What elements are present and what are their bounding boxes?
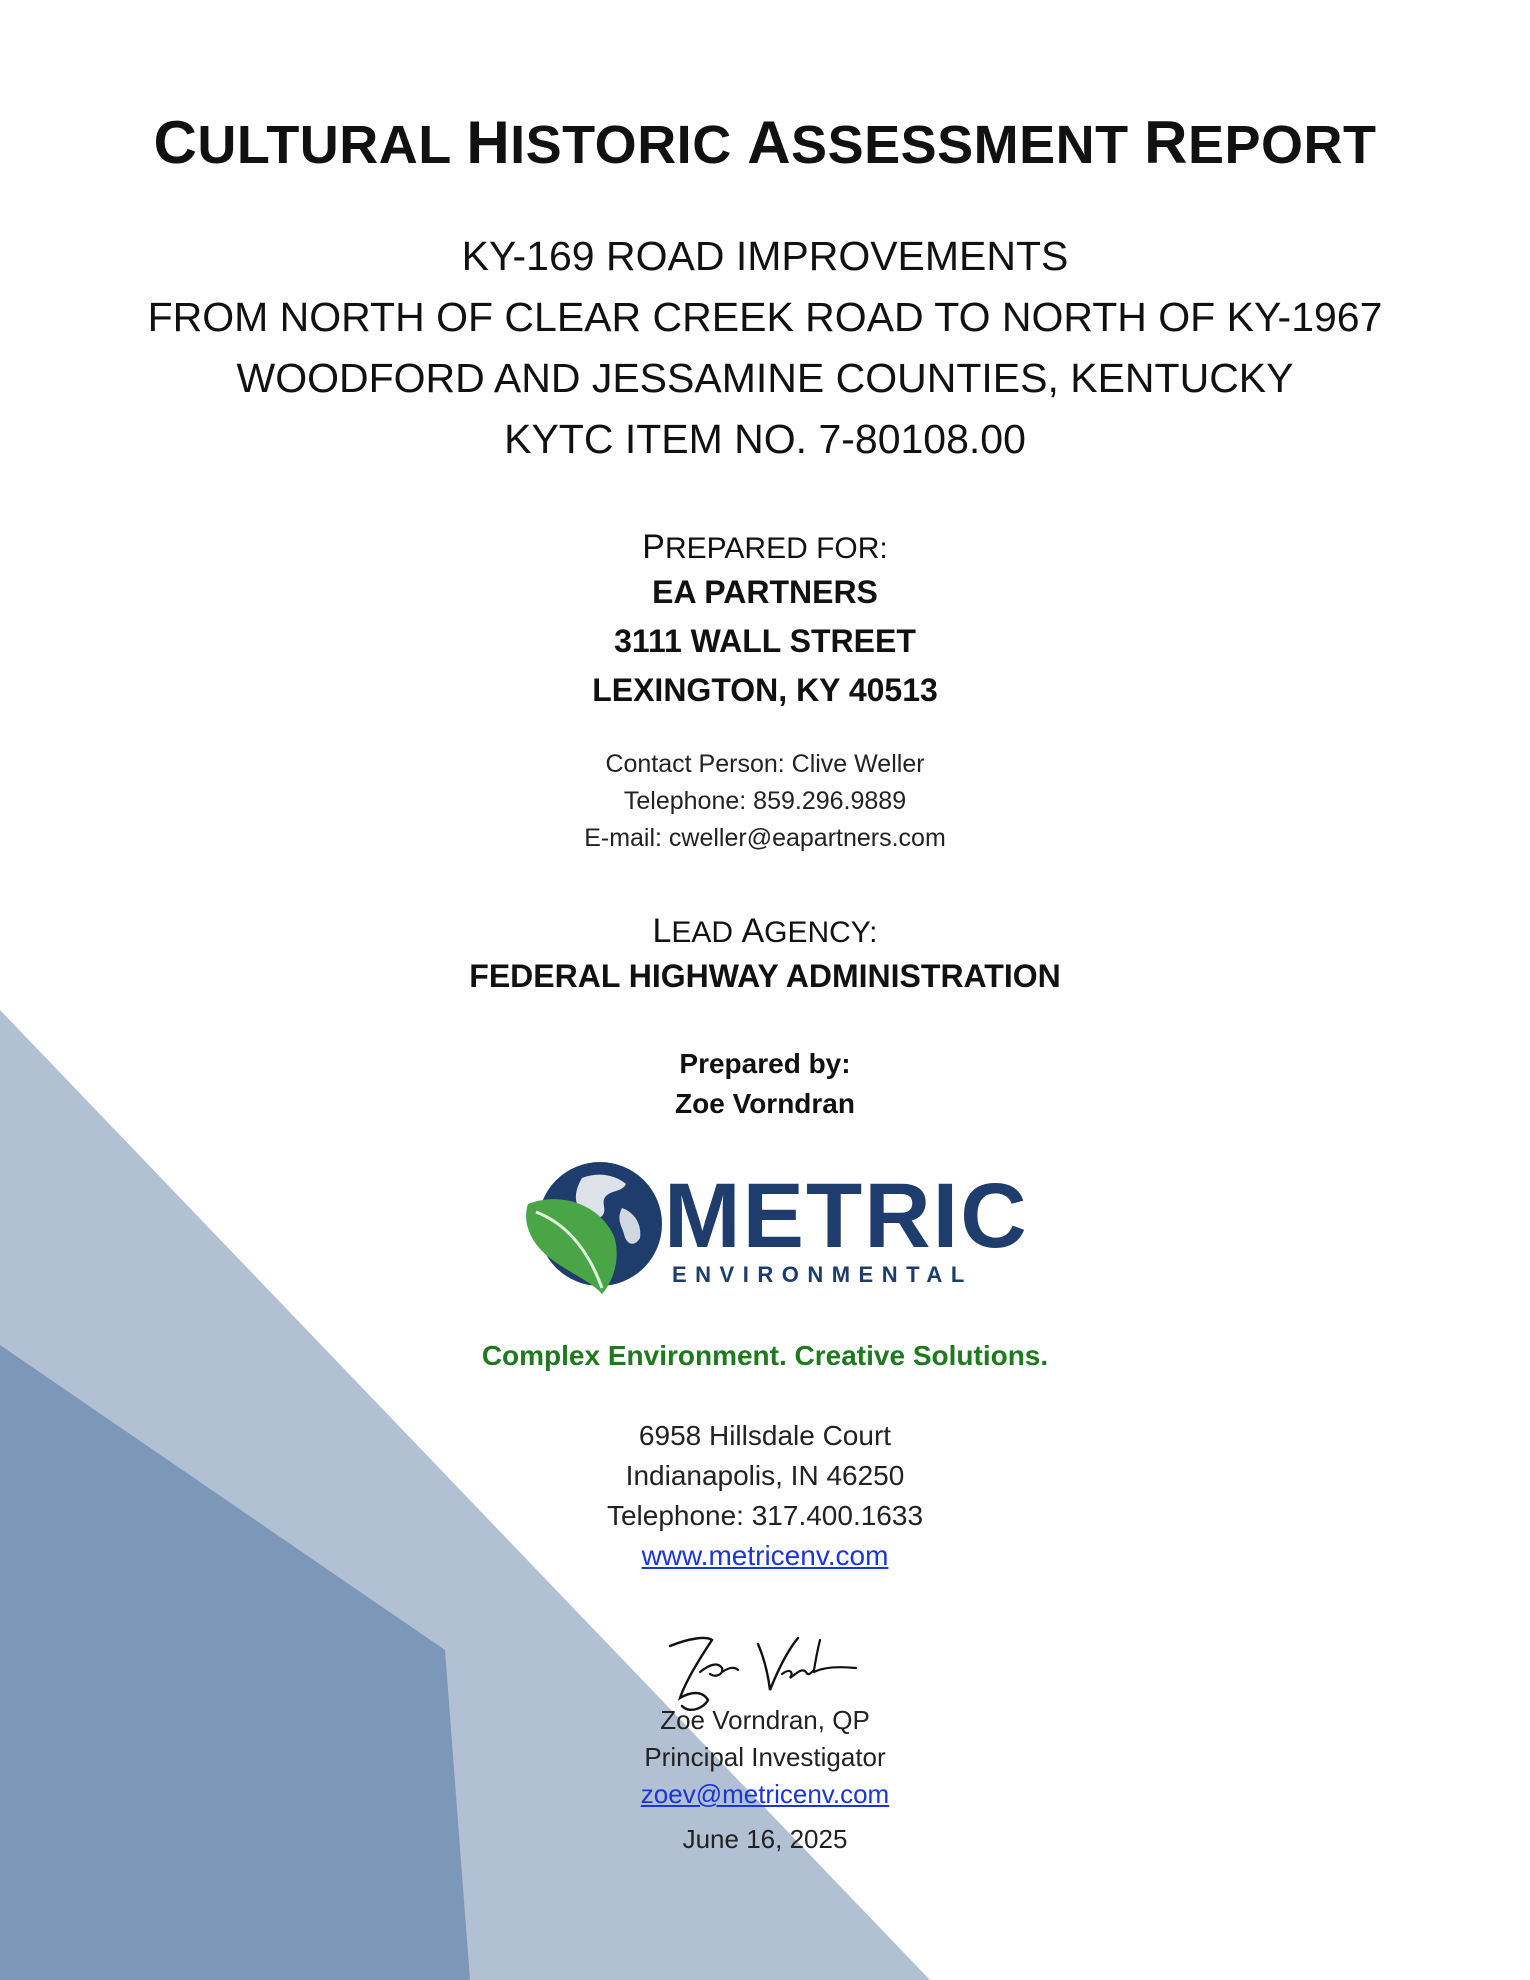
signatory-name: Zoe Vorndran, QP	[660, 1705, 870, 1735]
company-website-row	[0, 1540, 1530, 1572]
prepared-for-label: PREPARED FOR:	[642, 528, 888, 566]
prepared-by-label: Prepared by:	[679, 1048, 851, 1079]
company-street: 6958 Hillsdale Court	[638, 1420, 892, 1451]
subtitle-line-item-no: KYTC ITEM NO. 7-80108.00	[504, 416, 1026, 462]
contact-person: Contact Person: Clive Weller	[605, 750, 925, 778]
contact-email: E-mail: cweller@eapartners.com	[584, 824, 946, 852]
client-street: 3111 WALL STREET	[614, 623, 916, 659]
subtitle-line-project: KY-169 ROAD IMPROVEMENTS	[461, 233, 1069, 279]
title-word: ASSESSMENT	[747, 109, 1145, 176]
logo-subtitle: ENVIRONMENTAL	[672, 1262, 973, 1287]
client-city: LEXINGTON, KY 40513	[592, 672, 938, 708]
client-org: EA PARTNERS	[652, 574, 878, 610]
title-word: REPORT	[1144, 109, 1377, 176]
report-title	[0, 108, 1530, 177]
title-word: HISTORIC	[466, 109, 748, 176]
signatory-email-row	[0, 1779, 1530, 1810]
company-website-link[interactable]: www.metricenv.com	[641, 1540, 889, 1571]
company-tagline: Complex Environment. Creative Solutions.	[481, 1340, 1049, 1371]
subtitle-line-route: FROM NORTH OF CLEAR CREEK ROAD TO NORTH OF KY-1967	[147, 294, 1383, 340]
prepared-by-name: Zoe Vorndran	[675, 1088, 855, 1119]
signatory-email-link[interactable]: zoev@metricenv.com	[640, 1779, 890, 1809]
metric-environmental-logo	[522, 1158, 1029, 1298]
lead-agency-label: LEAD AGENCY:	[652, 912, 878, 950]
globe-leaf-icon	[522, 1158, 662, 1298]
logo-wordmark: METRIC	[664, 1165, 1029, 1267]
title-word: CULTURAL	[153, 109, 467, 176]
report-date: June 16, 2025	[682, 1824, 848, 1854]
company-phone: Telephone: 317.400.1633	[606, 1500, 924, 1531]
signatory-role: Principal Investigator	[644, 1742, 886, 1772]
lead-agency-name: FEDERAL HIGHWAY ADMINISTRATION	[469, 958, 1061, 994]
company-city: Indianapolis, IN 46250	[625, 1460, 905, 1491]
contact-phone: Telephone: 859.296.9889	[623, 787, 907, 815]
subtitle-line-counties: WOODFORD AND JESSAMINE COUNTIES, KENTUCKY	[236, 355, 1294, 401]
